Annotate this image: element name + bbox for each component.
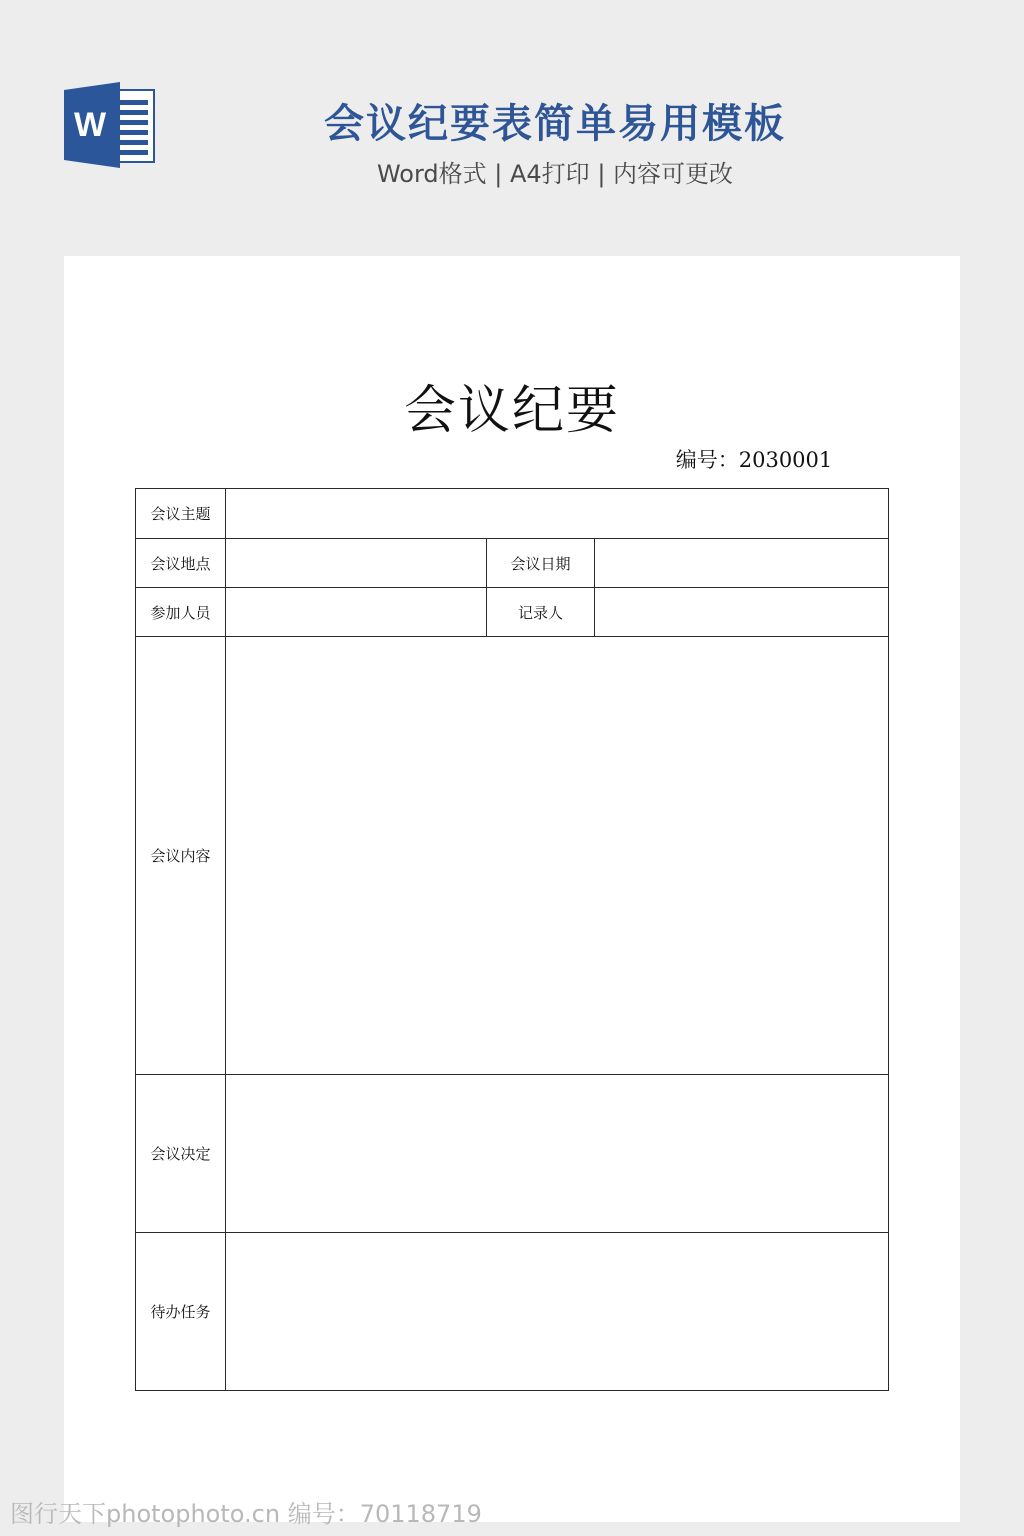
topic-field[interactable] (226, 489, 889, 539)
meeting-minutes-table (135, 488, 889, 1391)
table-row (136, 1075, 889, 1233)
watermark (10, 1494, 482, 1529)
recorder-field[interactable] (595, 588, 889, 637)
todo-field[interactable] (226, 1233, 889, 1391)
date-field[interactable] (595, 539, 889, 588)
table-row (136, 1233, 889, 1391)
number-label: 编号： (675, 448, 739, 472)
content-label: 会议内容 (136, 637, 226, 1075)
table-row (136, 637, 889, 1075)
decision-label: 会议决定 (136, 1075, 226, 1233)
word-logo-letter: W (73, 106, 107, 144)
word-document-icon (64, 82, 156, 168)
attendees-field[interactable] (226, 588, 487, 637)
watermark-code-label: 编号： (287, 1500, 360, 1528)
table-row (136, 539, 889, 588)
attendees-label: 参加人员 (136, 588, 226, 637)
recorder-label: 记录人 (487, 588, 595, 637)
document-page (64, 256, 960, 1522)
topic-label: 会议主题 (136, 489, 226, 539)
location-label: 会议地点 (136, 539, 226, 588)
date-label: 会议日期 (487, 539, 595, 588)
watermark-site: 图行天下photophoto.cn (10, 1500, 281, 1528)
table-row (136, 588, 889, 637)
document-title: 会议纪要 (403, 381, 620, 441)
promo-subtitle: Word格式 | A4打印 | 内容可更改 (376, 160, 734, 188)
location-field[interactable] (226, 539, 487, 588)
decision-field[interactable] (226, 1075, 889, 1233)
todo-label: 待办任务 (136, 1233, 226, 1391)
number-value: 2030001 (738, 448, 833, 472)
table-row (136, 489, 889, 539)
content-field[interactable] (226, 637, 889, 1075)
watermark-code-value: 70118719 (359, 1500, 482, 1528)
promo-title: 会议纪要表简单易用模板 (324, 101, 786, 147)
page-header (0, 0, 1024, 240)
document-number (624, 444, 884, 474)
